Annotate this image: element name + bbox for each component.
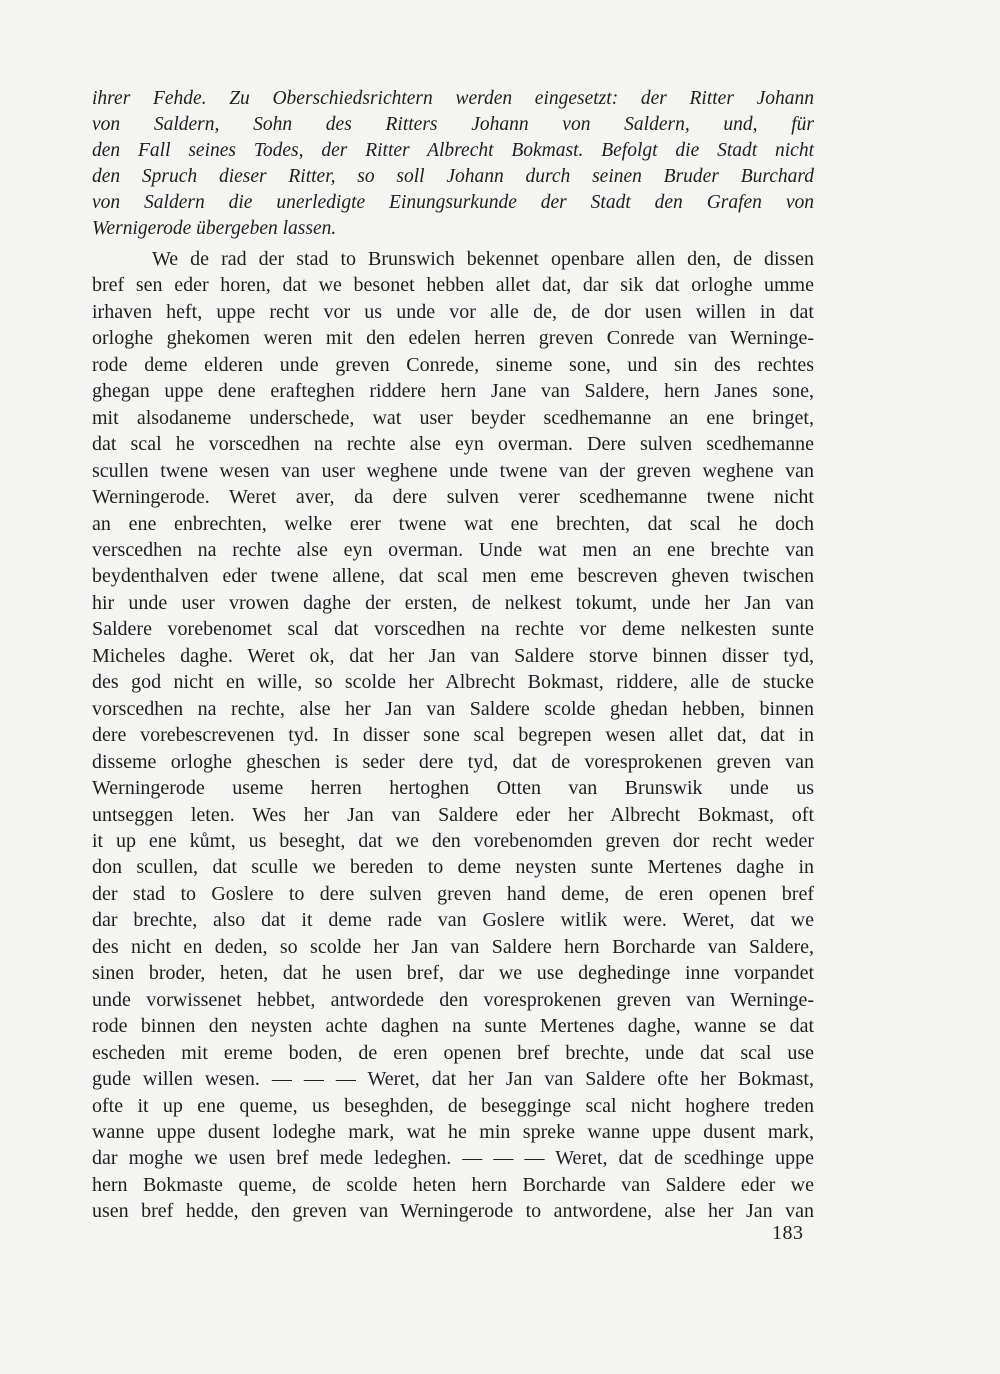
body-line: untseggen leten. Wes her Jan van Saldere eder her Albrecht Bokmast, oft xyxy=(92,803,814,826)
page-number: 183 xyxy=(772,1222,804,1244)
body-line: dere vorebescrevenen tyd. In disser sone scal begrepen wesen allet dat, dat in xyxy=(92,724,814,747)
body-line: usen bref hedde, den greven van Werningerode to antwordene, alse her Jan van xyxy=(92,1200,814,1223)
body-line: Werningerode useme herren hertoghen Otten van Brunswik unde us xyxy=(92,777,814,800)
summary-line: den Fall seines Todes, der Ritter Albrecht Bokmast. Befolgt die Stadt nicht xyxy=(92,140,814,161)
body-line: rode binnen den neysten achte daghen na sunte Mertenes daghe, wanne se dat xyxy=(92,1015,814,1038)
body-line: don scullen, dat sculle we bereden to deme neysten sunte Mertenes daghe in xyxy=(92,856,814,879)
summary-line: Wernigerode übergeben lassen. xyxy=(92,218,337,239)
body-line: scullen twene wesen van user weghene unde twene van der greven weghene van xyxy=(92,459,814,482)
body-line: verscedhen na rechte alse eyn overman. Unde wat men an ene brechte van xyxy=(92,538,814,561)
summary-line: ihrer Fehde. Zu Oberschiedsrichtern werden eingesetzt: der Ritter Johann xyxy=(92,88,814,109)
body-line: disseme orloghe gheschen is seder dere tyd, dat de voresprokenen greven van xyxy=(92,750,814,773)
body-line: beydenthalven eder twene allene, dat scal men eme bescreven gheven twischen xyxy=(92,565,814,588)
body-line: wanne uppe dusent lodeghe mark, wat he min spreke wanne uppe dusent mark, xyxy=(92,1120,814,1143)
body-line: an ene enbrechten, welke erer twene wat ene brechten, dat scal he doch xyxy=(92,512,814,535)
body-line: escheden mit ereme boden, de eren openen bref brechte, unde dat scal use xyxy=(92,1041,814,1064)
body-line: hern Bokmaste queme, de scolde heten hern Borcharde van Saldere eder we xyxy=(92,1173,814,1196)
summary-italic xyxy=(92,86,814,242)
body-line: sinen broder, heten, dat he usen bref, dar we use deghedinge inne vorpandet xyxy=(92,962,814,985)
body-line: des god nicht en wille, so scolde her Albrecht Bokmast, riddere, alle de stucke xyxy=(92,671,814,694)
body-line: Saldere vorebenomet scal dat vorscedhen na rechte vor deme nelkesten sunte xyxy=(92,618,814,641)
body-line: bref sen eder horen, dat we besonet hebben allet dat, dar sik dat orloghe umme xyxy=(92,274,814,297)
body-line: unde vorwissenet hebbet, antwordede den voresprokenen greven van Werninge- xyxy=(92,988,814,1011)
body-line: irhaven heft, uppe recht vor us unde vor alle de, de dor usen willen in dat xyxy=(92,300,814,323)
body-line: ghegan uppe dene erafteghen riddere hern Jane van Saldere, hern Janes sone, xyxy=(92,380,814,403)
body-line: dar brechte, also dat it deme rade van Goslere witlik were. Weret, dat we xyxy=(92,909,814,932)
body-line: dat scal he vorscedhen na rechte alse eyn overman. Dere sulven scedhemanne xyxy=(92,433,814,456)
body-line: mit alsodaneme underschede, wat user beyder scedhemanne an ene bringet, xyxy=(92,406,814,429)
summary-line: von Saldern, Sohn des Ritters Johann von Saldern, und, für xyxy=(92,114,814,135)
body-line: Micheles daghe. Weret ok, dat her Jan van Saldere storve binnen disser tyd, xyxy=(92,644,814,667)
body-line: der stad to Goslere to dere sulven greven hand deme, de eren openen bref xyxy=(92,882,814,905)
body-line: vorscedhen na rechte, alse her Jan van Saldere scolde ghedan hebben, binnen xyxy=(92,697,814,720)
body-line: it up ene kůmt, us beseght, dat we den vorebenomden greven dor recht weder xyxy=(92,829,814,852)
body-line: We de rad der stad to Brunswich bekennet openbare allen den, de dissen xyxy=(152,248,814,270)
body-line: rode deme elderen unde greven Conrede, sineme sone, und sin des rechtes xyxy=(92,353,814,376)
body-line: ofte it up ene queme, us beseghden, de besegginge scal nicht hoghere treden xyxy=(92,1094,814,1117)
body-line: orloghe ghekomen weren mit den edelen herren greven Conrede van Werninge- xyxy=(92,327,814,350)
page-text xyxy=(92,86,814,1225)
body-line: des nicht en deden, so scolde her Jan van Saldere hern Borcharde van Saldere, xyxy=(92,935,814,958)
body-line: gude willen wesen. — — — Weret, dat her Jan van Saldere ofte her Bokmast, xyxy=(92,1068,814,1091)
charter-text xyxy=(92,246,814,1225)
body-line: hir unde user vrowen daghe der ersten, de nelkest tokumt, unde her Jan van xyxy=(92,591,814,614)
body-line: Werningerode. Weret aver, da dere sulven verer scedhemanne twene nicht xyxy=(92,486,814,509)
summary-line: von Saldern die unerledigte Einungsurkunde der Stadt den Grafen von xyxy=(92,192,814,213)
summary-line: den Spruch dieser Ritter, so soll Johann durch seinen Bruder Burchard xyxy=(92,166,814,187)
body-line: dar moghe we usen bref mede ledeghen. — — — Weret, dat de scedhinge uppe xyxy=(92,1147,814,1170)
